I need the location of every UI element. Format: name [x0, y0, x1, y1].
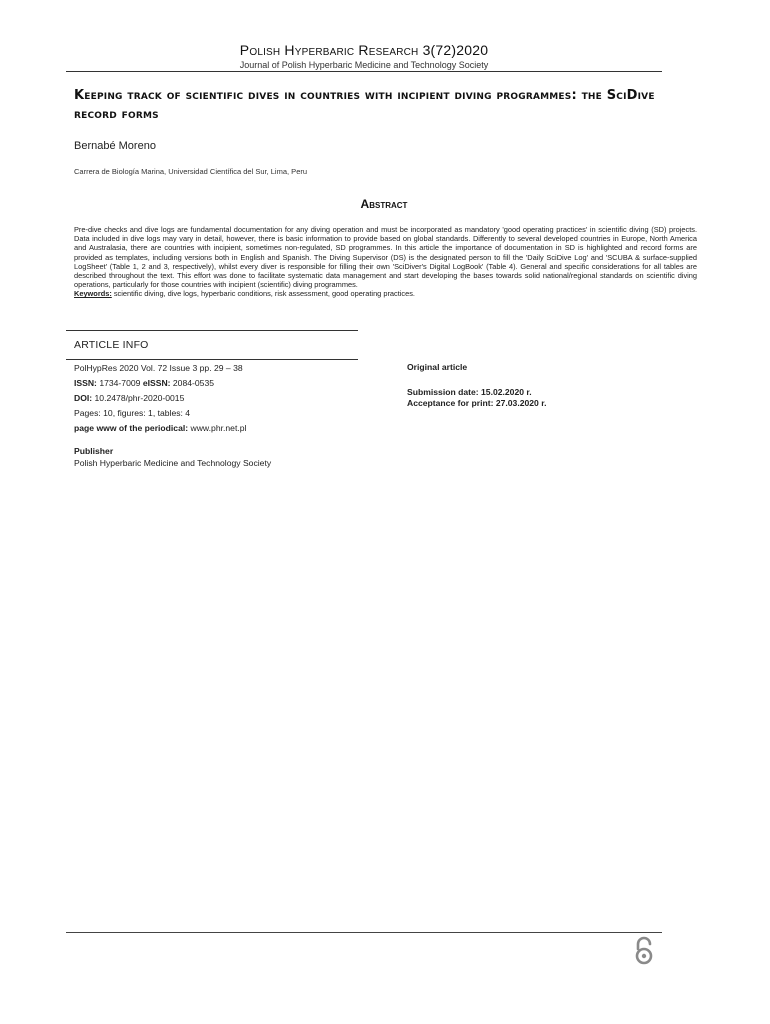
journal-title: Polish Hyperbaric Research 3(72)2020 [239, 42, 489, 58]
article-info-bottom-divider [66, 359, 358, 360]
periodical-link[interactable]: www.phr.net.pl [190, 423, 247, 433]
keywords-label: Keywords: [74, 289, 112, 299]
doi-link[interactable]: 10.2478/phr-2020-0015 [94, 393, 185, 403]
open-access-icon [632, 935, 656, 965]
publisher-label: Publisher [74, 446, 114, 456]
publisher-block [74, 446, 271, 469]
doi-row [74, 391, 246, 406]
doi-label: DOI: [74, 393, 93, 403]
issn-label: ISSN: [74, 378, 97, 388]
header-divider [66, 71, 662, 72]
abstract-text: Pre-dive checks and dive logs are fundamental documentation for any diving operation and must be incorporated as mandatory 'good operating practices' in scientific diving (SD) projects. Data included in dive logs may vary in detail, however, there is basic information to provide based on global standards. Differently to several developed countries in Europe, North America and Australasia, there are countries with incipient, sometimes non-regulated, SD programmes. In this article the importance of documentation in SD is highlighted and record forms are provided as templates, including versions both in English and Spanish. The Diving Supervisor (DS) is the designated person to fill the 'Daily SciDive Log' and 'SCUBA & surface-supplied LogSheet' (Table 1, 2 and 3, respectively), whilst every diver is responsible for filling their own 'SciDiver's Digital LogBook' (Table 4). General and specific considerations for all tables are described throughout the text. This effort was done to facilitate systematic data management and start developing the bases towards solid national/regional standards on scientific diving operations, particularly for those countries with incipient (scientific) diving programmes. [74, 225, 697, 290]
pages-info: Pages: 10, figures: 1, tables: 4 [74, 408, 191, 418]
journal-subtitle: Journal of Polish Hyperbaric Medicine and Technology Society [239, 60, 489, 70]
footer-divider [66, 932, 662, 933]
abstract-heading: Abstract [360, 197, 408, 211]
acceptance-date: Acceptance for print: 27.03.2020 r. [407, 398, 547, 408]
submission-date: Submission date: 15.02.2020 r. [407, 387, 532, 397]
abstract-body [74, 225, 697, 299]
eissn-label: eISSN: [142, 378, 171, 388]
article-title: Keeping track of scientific dives in countries with incipient diving programmes: the SciDive record forms [74, 88, 655, 122]
author-affiliation: Carrera de Biología Marina, Universidad Científica del Sur, Lima, Peru [74, 167, 308, 176]
article-info-heading: ARTICLE INFO [74, 339, 149, 351]
periodical-label: page www of the periodical: [74, 423, 189, 433]
journal-header [66, 42, 662, 70]
article-dates [407, 362, 546, 409]
author-name: Bernabé Moreno [74, 140, 156, 152]
periodical-row [74, 421, 246, 436]
publisher-name: Polish Hyperbaric Medicine and Technology Society [74, 457, 272, 468]
eissn-value: 2084-0535 [172, 378, 215, 388]
keywords-text: scientific diving, dive logs, hyperbaric conditions, risk assessment, good operating practices. [113, 289, 415, 299]
article-info-top-divider [66, 330, 358, 331]
article-info-details [74, 361, 246, 436]
issn-row [74, 376, 246, 391]
article-type: Original article [407, 362, 468, 372]
issn-value: 1734-7009 [99, 378, 141, 388]
citation: PolHypRes 2020 Vol. 72 Issue 3 pp. 29 – 38 [74, 363, 243, 373]
